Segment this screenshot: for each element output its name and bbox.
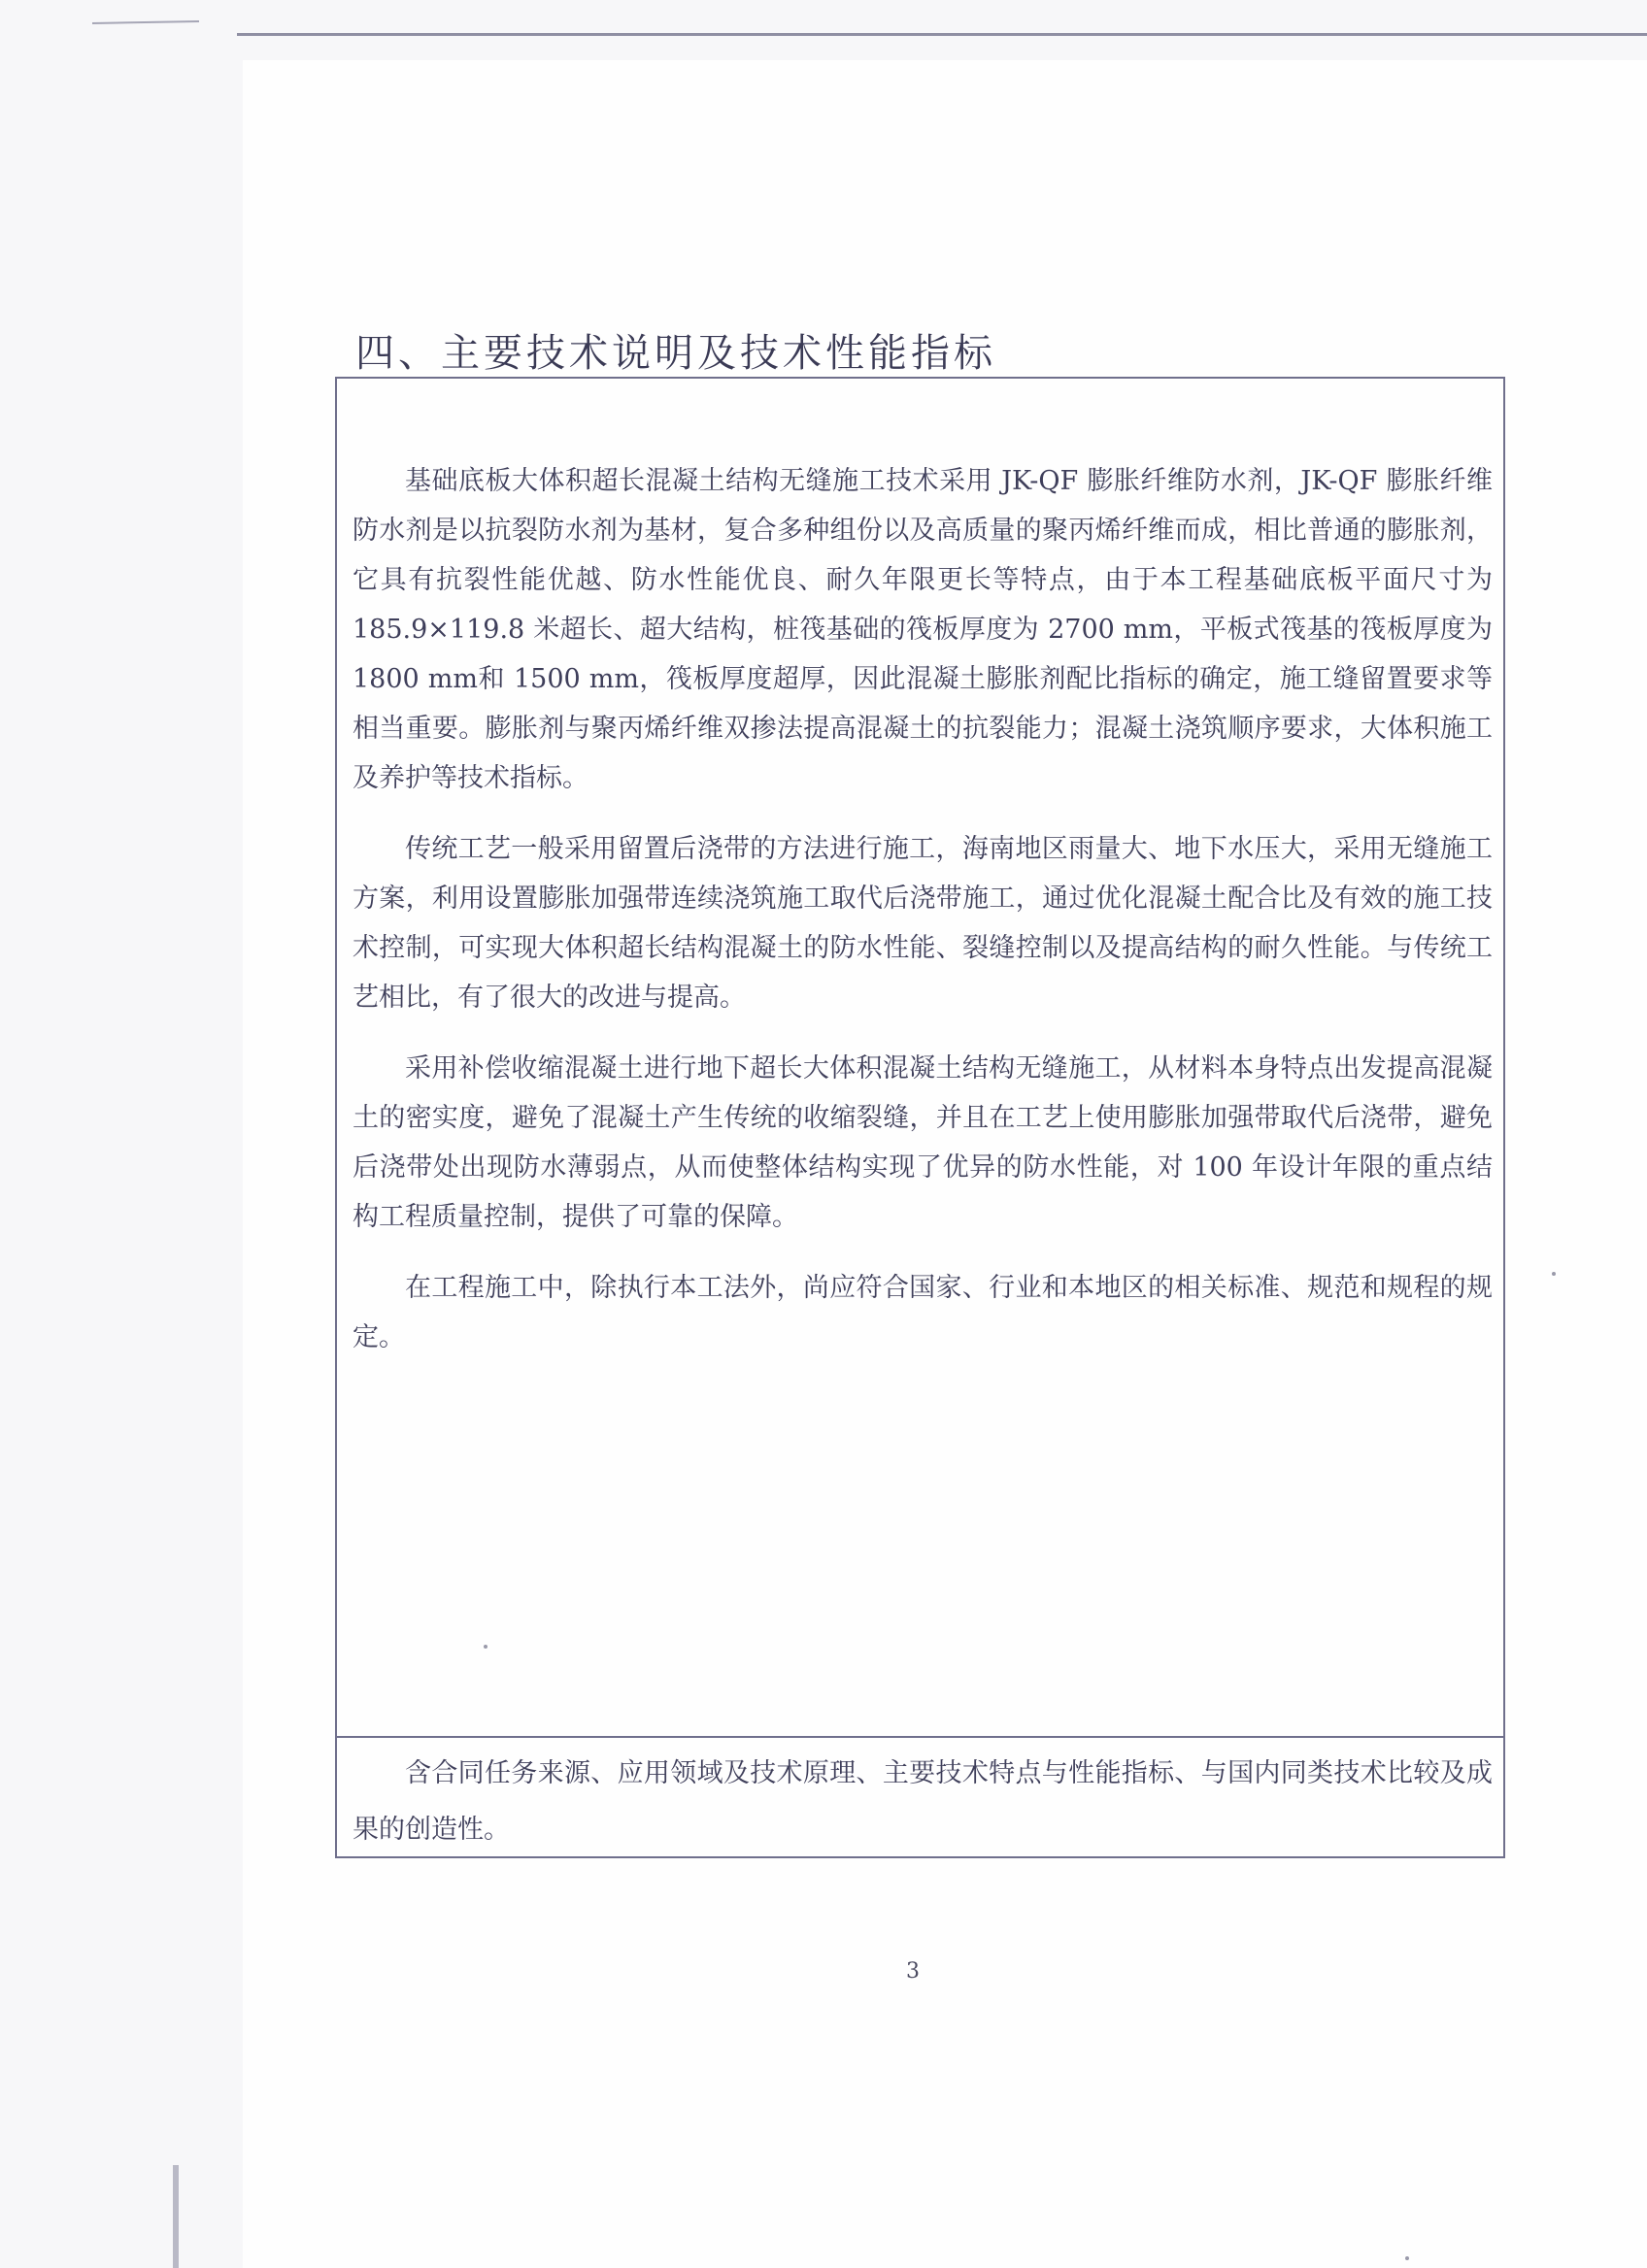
page-number: 3 [906, 1959, 920, 1984]
body-text [353, 456, 1493, 1384]
scan-top-edge-line [237, 33, 1647, 36]
scan-corner-mark [92, 20, 199, 24]
section-heading: 四、主要技术说明及技术性能指标 [355, 331, 996, 376]
scan-speck [484, 1645, 487, 1649]
paragraph-3: 采用补偿收缩混凝土进行地下超长大体积混凝土结构无缝施工，从材料本身特点出发提高混凝土的密实度，避免了混凝土产生传统的收缩裂缝，并且在工艺上使用膨胀加强带取代后浇带，避免后浇带处出现防水薄弱点，从而使整体结构实现了优异的防水性能，对 100 年设计年限的重点结构工程质量控制，提供了可靠的保障。 [353, 1053, 1493, 1232]
footnote-note: 含合同任务来源、应用领域及技术原理、主要技术特点与性能指标、与国内同类技术比较及成果的创造性。 [353, 1758, 1493, 1845]
frame-divider [337, 1736, 1503, 1738]
paragraph-1: 基础底板大体积超长混凝土结构无缝施工技术采用 JK-QF 膨胀纤维防水剂，JK-QF 膨胀纤维防水剂是以抗裂防水剂为基材，复合多种组份以及高质量的聚丙烯纤维而成，相比普通的膨胀剂，它具有抗裂性能优越、防水性能优良、耐久年限更长等特点，由于本工程基础底板平面尺寸为 185.9×119.8 米超长、超大结构，桩筏基础的筏板厚度为 2700 mm，平板式筏基的筏板厚度为 1800 mm和 1500 mm，筏板厚度超厚，因此混凝土膨胀剂配比指标的确定，施工缝留置要求等相当重要。膨胀剂与聚丙烯纤维双掺法提高混凝土的抗裂能力；混凝土浇筑顺序要求，大体积施工及养护等技术指标。 [353, 466, 1493, 793]
paragraph-2: 传统工艺一般采用留置后浇带的方法进行施工，海南地区雨量大、地下水压大，采用无缝施工方案，利用设置膨胀加强带连续浇筑施工取代后浇带施工，通过优化混凝土配合比及有效的施工技术控制，可实现大体积超长结构混凝土的防水性能、裂缝控制以及提高结构的耐久性能。与传统工艺相比，有了很大的改进与提高。 [353, 834, 1493, 1013]
content-frame [335, 377, 1505, 1858]
scan-left-edge-shadow [173, 2165, 179, 2268]
scan-speck [1405, 2256, 1409, 2260]
scan-speck [1552, 1272, 1556, 1276]
paragraph-4: 在工程施工中，除执行本工法外，尚应符合国家、行业和本地区的相关标准、规范和规程的规定。 [353, 1273, 1493, 1352]
